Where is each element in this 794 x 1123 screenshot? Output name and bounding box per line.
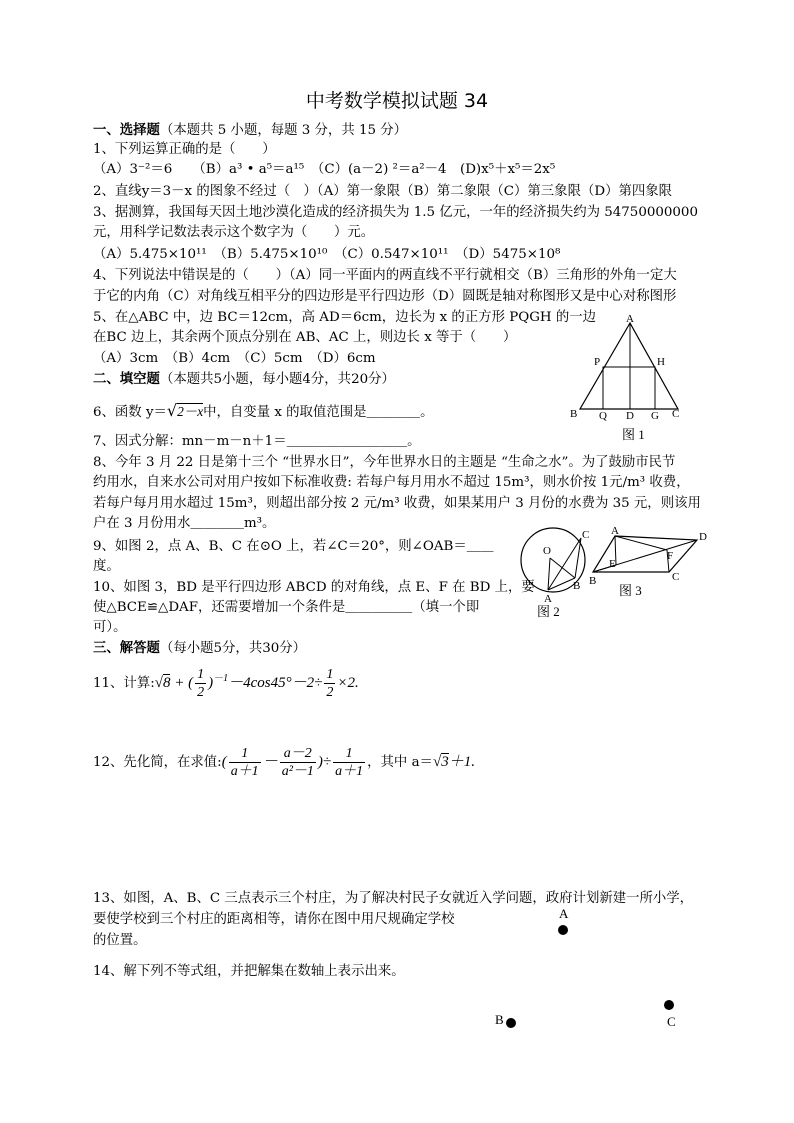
q12-div: )÷ xyxy=(317,754,332,770)
section-2-header xyxy=(93,370,395,389)
fig1-label-A: A xyxy=(626,313,634,325)
q6-suffix: 中，自变量 x 的取值范围是＿＿＿＿。 xyxy=(203,405,434,420)
section-2-heading: 二、填空题 xyxy=(93,371,160,387)
fig1-label-B: B xyxy=(570,408,578,420)
q10-line1: 10、如图 3，BD 是平行四边形 ABCD 的对角线，点 E、F 在 BD 上，要 xyxy=(93,580,535,595)
fig1-label-P: P xyxy=(594,356,601,368)
sqrt-sign: √ xyxy=(166,401,178,420)
fig1-label-D: D xyxy=(626,410,634,422)
section-3-header xyxy=(93,639,306,658)
fig3-label-C: C xyxy=(672,571,680,583)
fig3-caption: 图 3 xyxy=(619,583,642,598)
fig1-caption: 图 1 xyxy=(622,427,645,442)
fig3-label-B: B xyxy=(589,575,597,587)
q10-line2: 使△BCE≌△DAF，还需要增加一个条件是＿＿＿＿＿（填一个即 xyxy=(93,600,480,615)
q7-stem: 7、因式分解：mn－m－n＋1＝＿＿＿＿＿＿＿＿＿。 xyxy=(93,434,421,449)
section-2-note: （本题共5小题，每小题4分，共20分） xyxy=(159,372,395,387)
section-1-heading: 一、选择题 xyxy=(93,122,160,138)
q14-stem: 14、解下列不等式组，并把解集在数轴上表示出来。 xyxy=(93,964,405,979)
q6-prefix: 6、函数 y＝ xyxy=(93,405,167,420)
q12-prefix: 12、先化简，在求值: xyxy=(93,755,222,770)
q2-stem: 2、直线y＝3－x 的图象不经过（ ）（A）第一象限（B）第二象限（C）第三象限（D）第四象限 xyxy=(93,184,673,199)
q12-frac2: $\frac{a-2}{\text{a²－1}}$ xyxy=(281,746,314,779)
section-1-header xyxy=(93,121,407,140)
section-3-heading: 三、解答题 xyxy=(93,640,160,656)
q12-tail: ，其中 a＝ xyxy=(367,755,433,770)
section-3-note: （每小题5分，共30分） xyxy=(159,641,307,656)
village-c-dot xyxy=(664,1000,674,1010)
village-c-label: C xyxy=(667,1014,676,1029)
q11-prefix: 11、计算: xyxy=(93,676,155,691)
q13-line1: 13、如图，A、B、C 三点表示三个村庄，为了解决村民子女就近入学问题，政府计划新建一所小学， xyxy=(93,891,694,906)
fig1-label-G: G xyxy=(651,410,659,422)
village-a-dot xyxy=(558,925,568,935)
q6-radicand: 2－x xyxy=(177,404,204,419)
figure-2-circle xyxy=(515,522,595,622)
q12-value: √3＋1. xyxy=(432,754,475,770)
fig3-label-A: A xyxy=(611,525,619,537)
q3-options: （A）5.475×10¹¹ （B）5.475×10¹⁰ （C）0.547×10¹¹ （D）5475×10⁸ xyxy=(93,247,561,262)
q4-line2: 于它的内角（C）对角线互相平分的四边形是平行四边形（D）圆既是轴对称图形又是中心对称图形 xyxy=(93,289,677,304)
fig3-label-E: E xyxy=(609,558,616,570)
fig3-label-D: D xyxy=(699,531,707,543)
fig2-label-C: C xyxy=(582,529,590,541)
q11-end: ×2. xyxy=(337,675,359,691)
fig2-label-A: A xyxy=(544,593,552,605)
q12-line xyxy=(93,744,475,781)
q5-options: （A）3cm （B）4cm （C）5cm （D）6cm xyxy=(93,351,376,366)
q6-line xyxy=(93,401,433,422)
village-b-label: B xyxy=(495,1012,504,1027)
q3-line2: 元，用科学记数法表示这个数字为（ ）元。 xyxy=(93,225,375,240)
page-title: 中考数学模拟试题 34 xyxy=(305,90,489,112)
figure-1-triangle xyxy=(566,313,686,445)
village-b-dot xyxy=(506,1018,516,1028)
q11-frac-half-2: $\frac{1}{2}$ xyxy=(326,667,334,700)
q11-exp: )$^{-1}$ xyxy=(208,673,229,691)
figure-3-parallelogram xyxy=(585,522,715,602)
q9-line2: 度。 xyxy=(93,559,120,574)
q11-tail: －4cos45°－2÷ xyxy=(228,675,323,691)
q8-line3: 若每户每月用水超过 15m³，则超出部分按 2 元/m³ 收费，如果某用户 3 月份的水费为 35 元，则该用 xyxy=(93,496,701,511)
q11-sqrt8: √8 + ( xyxy=(154,675,194,691)
q1-options: （A）3⁻²＝6 （B）a³ • a⁵＝a¹⁵ （C）(a－2) ²＝a²－4 (D)x⁵＋x⁵＝2x⁵ xyxy=(93,162,556,177)
fig1-label-Q: Q xyxy=(599,410,607,422)
q5-line2: 在BC 边上，其余两个顶点分别在 AB、AC 上，则边长 x 等于（ ） xyxy=(93,330,517,345)
q13-line2: 要使学校到三个村庄的距离相等，请你在图中用尺规确定学校 xyxy=(93,912,455,927)
q11-frac-half: $\frac{1}{2}$ xyxy=(197,667,205,700)
q1-stem: 1、下列运算正确的是（ ） xyxy=(93,142,276,157)
q8-line4: 户在 3 月份用水＿＿＿＿m³。 xyxy=(93,516,276,531)
q10-line3: 可）。 xyxy=(93,620,127,635)
q13-line3: 的位置。 xyxy=(93,933,147,948)
fig2-label-O: O xyxy=(543,545,551,557)
q12-open: ( xyxy=(221,754,227,770)
village-a-label: A xyxy=(559,906,569,921)
q8-line1: 8、今年 3 月 22 日是第十三个 “世界水日”，今年世界水日的主题是 “生命之水”。为了鼓励市民节 xyxy=(93,455,676,470)
fig2-label-B: B xyxy=(573,580,581,592)
q12-minus: － xyxy=(262,754,278,770)
q4-line1: 4、下列说法中错误是的（ ）（A）同一平面内的两直线不平行就相交（B）三角形的外角一定大 xyxy=(93,268,677,283)
fig1-label-C: C xyxy=(672,408,680,420)
fig2-caption: 图 2 xyxy=(537,604,560,619)
q3-line1: 3、据测算，我国每天因土地沙漠化造成的经济损失为 1.5 亿元，一年的经济损失约为 54750000000 xyxy=(93,205,698,220)
q5-line1: 5、在△ABC 中，边 BC＝12cm，高 AD＝6cm，边长为 x 的正方形 PQGH 的一边 xyxy=(93,310,597,325)
section-1-note: （本题共 5 小题，每题 3 分，共 15 分） xyxy=(159,123,408,138)
fig1-label-H: H xyxy=(657,356,665,368)
fig3-label-F: F xyxy=(667,550,674,562)
q12-frac1: $\frac{1}{a+1}$ xyxy=(230,746,259,779)
q8-line2: 约用水，自来水公司对用户按如下标准收费: 若每户每月用水不超过 15m³，则水价按 1元/m³ 收费， xyxy=(93,475,690,490)
q12-frac3: $\frac{1}{a+1}$ xyxy=(335,746,364,779)
q11-line xyxy=(93,661,359,702)
q9-line1: 9、如图 2，点 A、B、C 在⊙O 上，若∠C＝20°，则∠OAB＝＿＿ xyxy=(93,539,494,554)
